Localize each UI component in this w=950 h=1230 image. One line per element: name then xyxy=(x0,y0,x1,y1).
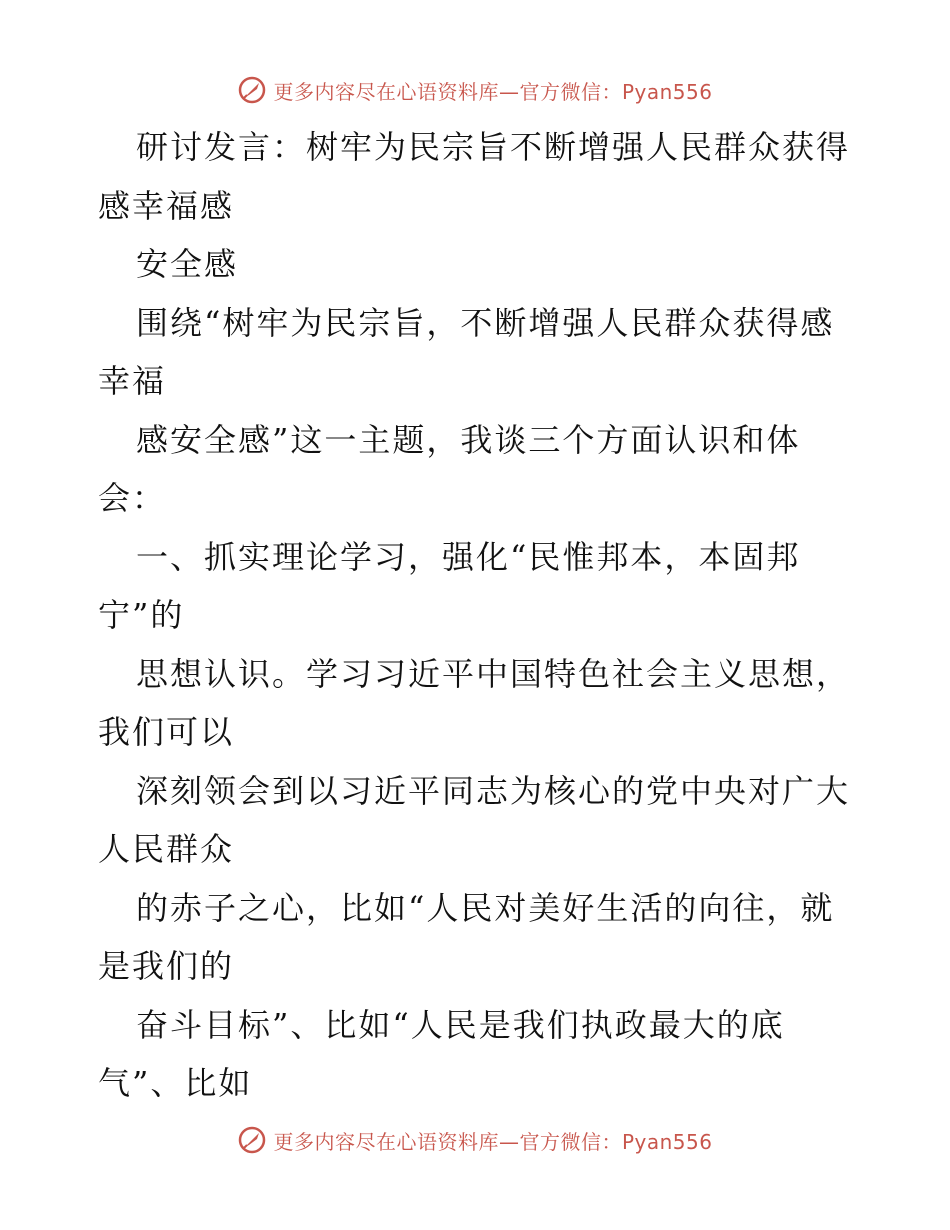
text-line: 人民群众 xyxy=(98,830,235,868)
quill-logo-icon xyxy=(237,75,267,105)
text-line: 感幸福感 xyxy=(98,186,235,225)
text-line: 奋斗目标”、比如“人民是我们执政最大的底 xyxy=(136,1005,785,1044)
text-line: 气”、比如 xyxy=(98,1064,253,1102)
text-line: 会： xyxy=(98,479,167,517)
text-line: 一、抓实理论学习，强化“民惟邦本，本固邦 xyxy=(136,537,801,576)
footer-banner-text: 更多内容尽在心语资料库—官方微信：Pyan556 xyxy=(273,1129,713,1154)
quill-logo-icon xyxy=(237,1125,267,1155)
text-line: 安全感 xyxy=(136,245,239,283)
text-line: 研讨发言：树牢为民宗旨不断增强人民群众获得 xyxy=(136,128,851,166)
header-banner xyxy=(0,70,950,110)
document-body xyxy=(98,118,858,1113)
footer-banner xyxy=(0,1120,950,1160)
text-line: 深刻领会到以习近平同志为核心的党中央对广大 xyxy=(136,771,851,810)
text-line: 我们可以 xyxy=(98,713,235,751)
text-line: 幸福 xyxy=(98,362,167,400)
text-line: 宁”的 xyxy=(98,596,185,634)
text-line: 围绕“树牢为民宗旨，不断增强人民群众获得感 xyxy=(136,303,835,342)
text-line: 思想认识。学习习近平中国特色社会主义思想， xyxy=(136,654,851,693)
text-line: 是我们的 xyxy=(98,947,235,985)
text-line: 感安全感”这一主题，我谈三个方面认识和体 xyxy=(136,420,801,459)
header-banner-text: 更多内容尽在心语资料库—官方微信：Pyan556 xyxy=(273,79,713,104)
text-line: 的赤子之心，比如“人民对美好生活的向往，就 xyxy=(136,888,835,927)
